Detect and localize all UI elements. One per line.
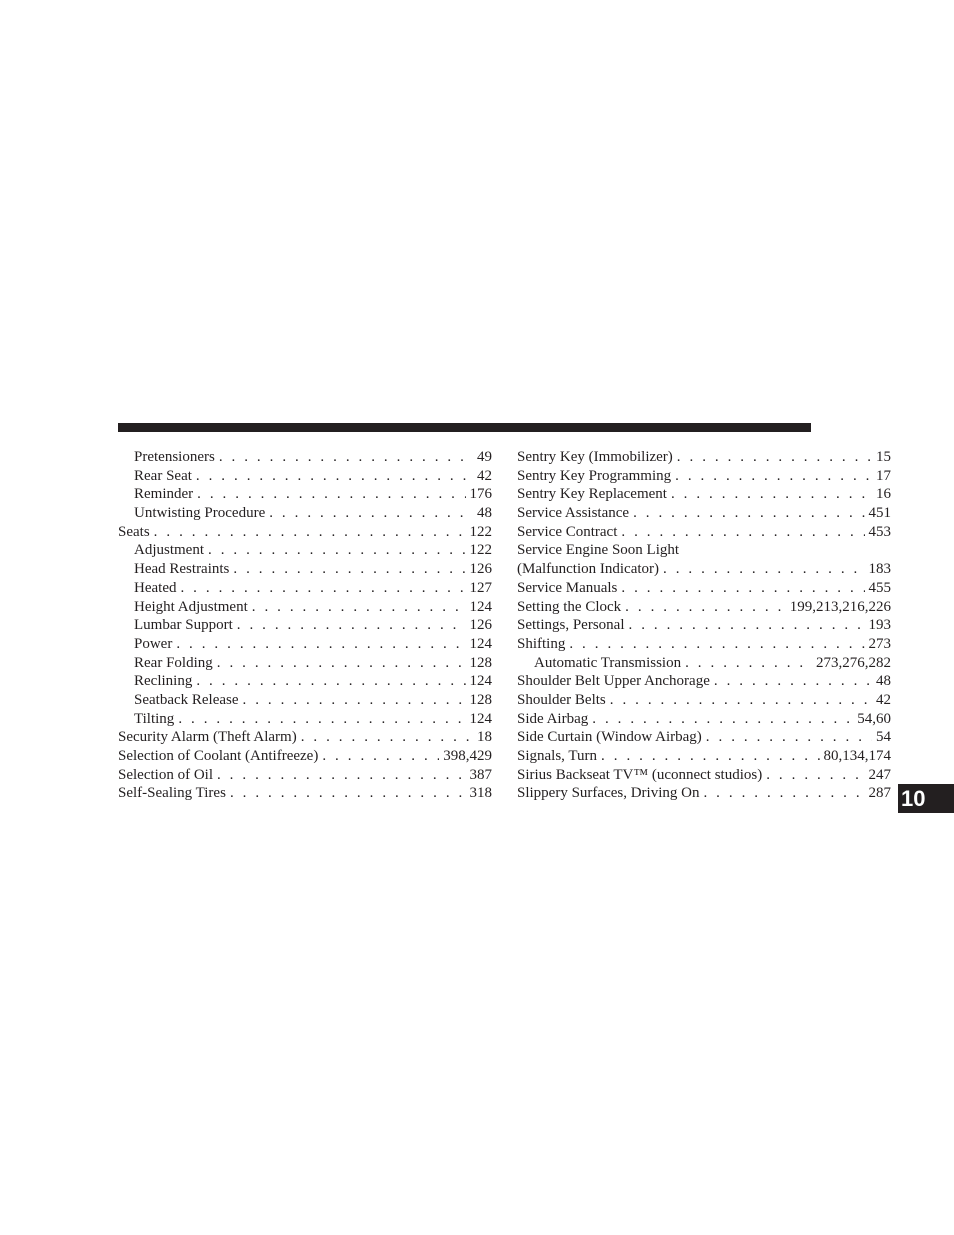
- dot-leader: [675, 467, 872, 486]
- index-entry-label: Sirius Backseat TV™ (uconnect studios): [517, 766, 763, 783]
- index-entry-page: 42: [876, 691, 891, 708]
- dot-leader: [230, 784, 466, 803]
- index-entry-label: Service Manuals: [517, 579, 618, 596]
- index-entry-label: Seatback Release: [134, 691, 239, 708]
- index-entry-page: 54: [876, 729, 891, 746]
- index-entry: [118, 784, 492, 803]
- index-entry: [517, 766, 891, 785]
- index-column-left: [118, 448, 492, 803]
- index-entry-label: Sentry Key Programming: [517, 467, 672, 484]
- index-entry-label: Height Adjustment: [134, 598, 248, 615]
- index-entry: [517, 747, 891, 766]
- index-entry: [517, 710, 891, 729]
- index-entry-page: 48: [876, 673, 891, 690]
- index-entry: [118, 541, 492, 560]
- section-tab: 10: [898, 784, 954, 813]
- dot-leader: [180, 579, 465, 598]
- index-entry-page: 18: [477, 729, 492, 746]
- dot-leader: [176, 635, 465, 654]
- index-entry-label: Adjustment: [134, 542, 204, 559]
- index-entry: [118, 710, 492, 729]
- index-entry: [118, 691, 492, 710]
- dot-leader: [233, 560, 465, 579]
- index-entry: [517, 560, 891, 579]
- index-entry-label: Selection of Oil: [118, 766, 213, 783]
- index-entry-page: 387: [469, 766, 492, 783]
- dot-leader: [208, 541, 466, 560]
- dot-leader: [219, 448, 473, 467]
- index-entry: [517, 654, 891, 673]
- dot-leader: [610, 691, 872, 710]
- index-entry-label: Sentry Key (Immobilizer): [517, 449, 673, 465]
- index-entry: [517, 672, 891, 691]
- index-entry: [517, 635, 891, 654]
- index-entry-page: 455: [868, 579, 891, 596]
- index-entry-page: 17: [876, 467, 891, 484]
- index-entry: [517, 467, 891, 486]
- index-entry-page: 451: [868, 505, 891, 522]
- index-entry-page: 16: [876, 486, 891, 503]
- index-entry: [118, 616, 492, 635]
- index-entry-label: Rear Folding: [134, 654, 213, 671]
- index-entry-label: (Malfunction Indicator): [517, 561, 660, 578]
- index-entry-page: 127: [469, 579, 492, 596]
- header-rule: [118, 423, 811, 432]
- dot-leader: [633, 504, 864, 523]
- dot-leader: [706, 728, 872, 747]
- dot-leader: [197, 485, 465, 504]
- dot-leader: [766, 766, 864, 785]
- index-column-right: [517, 448, 891, 803]
- index-entry-page: 124: [469, 635, 492, 652]
- index-entry-page: 42: [477, 467, 492, 484]
- index-entry: [517, 598, 891, 617]
- index-entry: [118, 560, 492, 579]
- index-entry: [118, 635, 492, 654]
- index-entry-label: Service Contract: [517, 523, 618, 540]
- index-entry-page: 183: [868, 561, 891, 578]
- dot-leader: [252, 598, 466, 617]
- index-entry: [118, 579, 492, 598]
- index-entry-label: Power: [134, 635, 173, 652]
- index-entry-page: 453: [868, 523, 891, 540]
- index-entry-page: 318: [469, 785, 492, 802]
- index-entry-label: Reclining: [134, 673, 193, 690]
- index-entry: [517, 728, 891, 747]
- dot-leader: [677, 448, 872, 467]
- dot-leader: [671, 485, 872, 504]
- dot-leader: [703, 784, 864, 803]
- dot-leader: [621, 523, 864, 542]
- index-entry-page: 273,276,282: [816, 654, 891, 671]
- index-entry-page: 48: [477, 505, 492, 522]
- index-entry: [118, 728, 492, 747]
- index-entry-label: Security Alarm (Theft Alarm): [118, 729, 297, 746]
- dot-leader: [592, 710, 853, 729]
- index-entry-label: Tilting: [134, 710, 175, 727]
- index-entry: [118, 672, 492, 691]
- dot-leader: [217, 766, 466, 785]
- index-entry-page: 128: [469, 654, 492, 671]
- index-entry: [118, 598, 492, 617]
- dot-leader: [625, 598, 786, 617]
- index-entry: [118, 448, 492, 467]
- index-entry-page: 122: [469, 542, 492, 559]
- index-entry-label: Pretensioners: [134, 449, 215, 465]
- index-entry: [517, 541, 891, 560]
- index-entry-label: Slippery Surfaces, Driving On: [517, 785, 700, 802]
- index-entry-label: Seats: [118, 523, 150, 540]
- index-entry-page: 128: [469, 691, 492, 708]
- index-entry: [118, 523, 492, 542]
- index-entry-label: Rear Seat: [134, 467, 192, 484]
- dot-leader: [569, 635, 864, 654]
- index-entry-label: Automatic Transmission: [534, 654, 682, 671]
- index-entry: [517, 691, 891, 710]
- index-entry-label: Untwisting Procedure: [134, 505, 266, 522]
- index-entry: [517, 485, 891, 504]
- index-entry-page: 126: [469, 561, 492, 578]
- dot-leader: [178, 710, 465, 729]
- index-entry-label: Self-Sealing Tires: [118, 785, 226, 802]
- index-entry-page: 54,60: [857, 710, 891, 727]
- dot-leader: [685, 654, 812, 673]
- index-entry-label: Head Restraints: [134, 561, 230, 578]
- index-entry-page: 398,429: [443, 748, 492, 764]
- index-entry-label: Heated: [134, 579, 177, 596]
- index-entry-page: 15: [876, 449, 891, 465]
- dot-leader: [154, 523, 466, 542]
- index-entry-label: Shoulder Belt Upper Anchorage: [517, 673, 710, 690]
- index-entry: [517, 579, 891, 598]
- dot-leader: [301, 728, 473, 747]
- index-entry-label: Side Curtain (Window Airbag): [517, 729, 702, 746]
- index-entry-page: 273: [868, 635, 891, 652]
- index-entry-label: Sentry Key Replacement: [517, 486, 667, 503]
- index-entry-page: 176: [469, 486, 492, 503]
- index-entry: [118, 504, 492, 523]
- index-entry-label: Reminder: [134, 486, 194, 503]
- dot-leader: [601, 747, 819, 766]
- index-entry: [517, 784, 891, 803]
- index-entry-page: 124: [469, 710, 492, 727]
- index-entry-label: Service Engine Soon Light: [517, 542, 680, 559]
- index-entry-page: 247: [868, 766, 891, 783]
- dot-leader: [269, 504, 473, 523]
- index-entry: [517, 616, 891, 635]
- index-entry: [517, 504, 891, 523]
- index-entry: [517, 523, 891, 542]
- index-entry-label: Selection of Coolant (Antifreeze): [118, 748, 319, 764]
- index-entry: [118, 747, 492, 766]
- index-entry-label: Lumbar Support: [134, 617, 233, 634]
- dot-leader: [629, 616, 865, 635]
- index-entry-page: 124: [469, 598, 492, 615]
- index-entry-page: 193: [868, 617, 891, 634]
- index-entry-page: 126: [469, 617, 492, 634]
- index-entry-page: 124: [469, 673, 492, 690]
- index-entry: [118, 654, 492, 673]
- index-entry-label: Service Assistance: [517, 505, 630, 522]
- dot-leader: [714, 672, 872, 691]
- dot-leader: [322, 747, 439, 766]
- index-entry-label: Signals, Turn: [517, 748, 598, 764]
- index-entry-page: 122: [469, 523, 492, 540]
- index-entry-page: 199,213,216,226: [789, 598, 891, 615]
- index-entry-page: 80,134,174: [823, 748, 891, 764]
- index-entry-label: Side Airbag: [517, 710, 589, 727]
- dot-leader: [243, 691, 466, 710]
- index-entry-page: 287: [868, 785, 891, 802]
- dot-leader: [196, 467, 473, 486]
- index-entry-label: Setting the Clock: [517, 598, 622, 615]
- index-entry: [118, 467, 492, 486]
- index-entry-label: Settings, Personal: [517, 617, 625, 634]
- index-entry: [118, 766, 492, 785]
- index-entry-label: Shifting: [517, 635, 566, 652]
- index-entry-page: 49: [477, 449, 492, 465]
- dot-leader: [217, 654, 466, 673]
- dot-leader: [621, 579, 864, 598]
- dot-leader: [663, 560, 864, 579]
- index-entry: [517, 448, 891, 467]
- index-entry: [118, 485, 492, 504]
- dot-leader: [196, 672, 465, 691]
- index-entry-label: Shoulder Belts: [517, 691, 606, 708]
- dot-leader: [237, 616, 466, 635]
